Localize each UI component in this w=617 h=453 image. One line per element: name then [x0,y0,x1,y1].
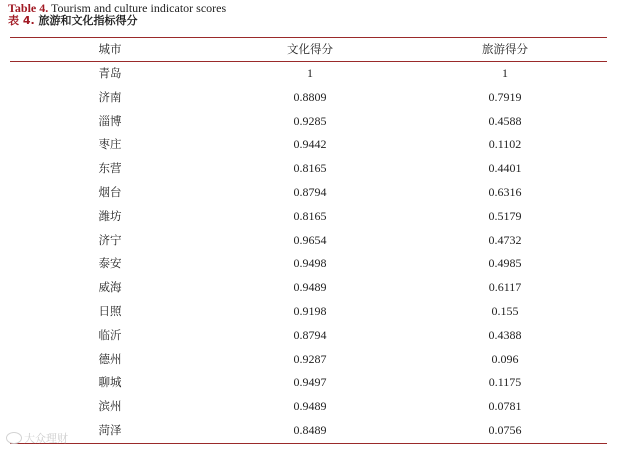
cell-culture-score: 0.9489 [293,399,327,414]
table-row [10,324,607,348]
table-row [10,86,607,110]
caption-en-label: Table 4. [8,1,49,15]
caption-zh-title: 旅游和文化指标得分 [34,14,138,27]
cell-tourism-score: 0.0756 [488,422,522,437]
table-row [10,419,607,443]
caption-en-title: Tourism and culture indicator scores [48,1,227,15]
cell-city: 济南 [98,89,122,104]
table-row [10,181,607,205]
cell-tourism-score: 0.0781 [488,399,522,414]
header-tourism-score: 旅游得分 [482,42,528,56]
header-city: 城市 [98,42,122,56]
cell-culture-score: 0.9489 [293,280,327,295]
cell-city: 菏泽 [98,422,122,437]
table-row [10,276,607,300]
cell-city: 青岛 [98,66,122,80]
cell-tourism-score: 0.4388 [488,327,522,342]
cell-city: 临沂 [98,327,122,342]
cell-culture-score: 0.9287 [293,351,327,366]
cell-tourism-score: 0.155 [491,303,519,318]
table-row [10,62,607,86]
cell-culture-score: 1 [307,66,313,80]
cell-city: 德州 [98,351,122,366]
table-row [10,157,607,181]
cell-tourism-score: 0.4732 [488,232,522,247]
cell-city: 淄博 [98,113,122,128]
cell-culture-score: 0.9498 [293,256,327,271]
cell-city: 潍坊 [98,208,122,223]
watermark-logo-icon [6,432,22,444]
table-row [10,395,607,419]
table-header-row [10,38,607,61]
cell-culture-score: 0.9442 [293,137,327,152]
table-caption-en [8,1,226,15]
table-bottom-rule [10,443,607,444]
cell-culture-score: 0.8165 [293,161,327,176]
cell-tourism-score: 0.6117 [488,280,522,295]
cell-tourism-score: 0.1175 [488,375,522,390]
cell-city: 滨州 [98,399,122,414]
cell-tourism-score: 0.4401 [488,161,522,176]
cell-culture-score: 0.9198 [293,303,327,318]
cell-tourism-score: 0.1102 [488,137,522,152]
table-row [10,205,607,229]
table-row [10,371,607,395]
cell-city: 烟台 [98,184,122,199]
table-row [10,252,607,276]
cell-tourism-score: 0.4588 [488,113,522,128]
cell-culture-score: 0.8809 [293,89,327,104]
cell-culture-score: 0.8165 [293,208,327,223]
cell-culture-score: 0.9654 [293,232,327,247]
cell-city: 日照 [98,303,122,318]
cell-tourism-score: 0.5179 [488,208,522,223]
cell-culture-score: 0.9285 [293,113,327,128]
caption-zh-label: 表 4. [8,14,35,27]
cell-city: 济宁 [98,232,122,247]
cell-tourism-score: 0.4985 [488,256,522,271]
cell-city: 威海 [98,280,122,295]
watermark [6,430,68,446]
table-row [10,300,607,324]
cell-city: 泰安 [98,256,122,271]
cell-culture-score: 0.9497 [293,375,327,390]
cell-tourism-score: 0.096 [491,351,519,366]
score-table [10,38,607,443]
cell-tourism-score: 1 [502,66,508,80]
watermark-text: 大众理财 [24,432,68,445]
table-row [10,348,607,372]
table-row [10,229,607,253]
cell-city: 聊城 [98,375,122,390]
cell-culture-score: 0.8794 [293,327,327,342]
table-row [10,133,607,157]
cell-tourism-score: 0.6316 [488,184,522,199]
table-caption-zh [8,14,138,28]
cell-city: 枣庄 [98,137,122,152]
cell-city: 东营 [98,161,122,176]
table-row [10,110,607,134]
header-culture-score: 文化得分 [287,42,333,56]
cell-culture-score: 0.8489 [293,422,327,437]
cell-tourism-score: 0.7919 [488,89,522,104]
table-body [10,62,607,443]
cell-culture-score: 0.8794 [293,184,327,199]
